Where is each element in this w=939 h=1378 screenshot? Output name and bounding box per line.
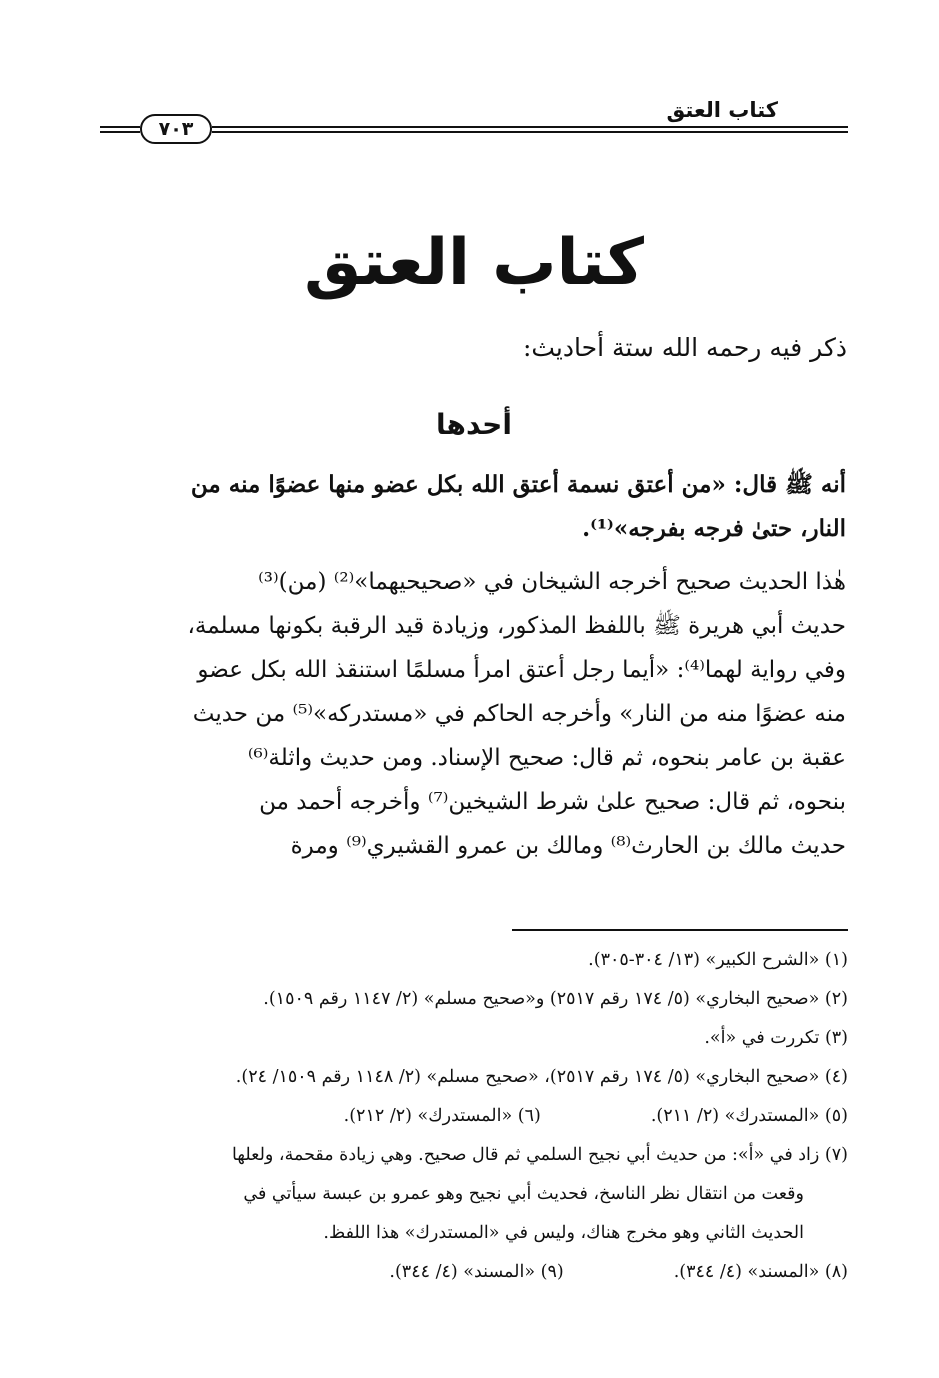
footnote: (٢) «صحيح البخاري» (٥/ ١٧٤ رقم ٢٥١٧) و«صحيح مسلم» (٢/ ١١٤٧ رقم ١٥٠٩). <box>263 989 848 1009</box>
footnote: (١) «الشرح الكبير» (١٣/ ٣٠٤-٣٠٥). <box>588 950 848 970</box>
commentary-line: منه عضوًا منه من النار» وأخرجه الحاكم في «مستدركه»⁽⁵⁾ من حديث <box>192 701 846 727</box>
footnote-row <box>102 1253 848 1292</box>
commentary-line: حديث مالك بن الحارث⁽⁸⁾ ومالك بن عمرو القشيري⁽⁹⁾ ومرة <box>290 833 846 859</box>
chapter-title: كتاب العتق <box>304 226 644 300</box>
footnote-separator <box>512 929 848 931</box>
footnote: (٤) «صحيح البخاري» (٥/ ١٧٤ رقم ٢٥١٧)، «صحيح مسلم» (٢/ ١١٤٨ رقم ١٥٠٩/ ٢٤). <box>235 1067 848 1087</box>
footnote-row <box>102 1097 848 1136</box>
footnote: (٦) «المستدرك» (٢/ ٢١٢). <box>343 1106 541 1126</box>
commentary-line: وفي رواية لهما⁽⁴⁾: «أيما رجل أعتق امرأ مسلمًا استنقذ الله بكل عضو <box>197 657 846 683</box>
footnote: (٥) «المستدرك» (٢/ ٢١١). <box>650 1106 848 1126</box>
hadith-line: أنه ﷺ قال: «من أعتق نسمة أعتق الله بكل عضو منها عضوًا منه من <box>190 471 846 498</box>
commentary-line: هٰذا الحديث صحيح أخرجه الشيخان في «صحيحيهما»⁽²⁾ (من)⁽³⁾ <box>258 569 846 595</box>
footnote-continuation: وقعت من انتقال نظر الناسخ، فحديث أبي نجيح وهو عمرو بن عبسة سيأتي في <box>243 1184 804 1204</box>
commentary-line: عقبة بن عامر بنحوه، ثم قال: صحيح الإسناد. ومن حديث واثلة⁽⁶⁾ <box>247 745 846 771</box>
commentary-line: بنحوه، ثم قال: صحيح علىٰ شرط الشيخين⁽⁷⁾ وأخرجه أحمد من <box>259 789 846 815</box>
section-heading: أحدها <box>436 408 512 441</box>
footnote-continuation: الحديث الثاني وهو مخرج هناك، وليس في «المستدرك» هذا اللفظ. <box>323 1223 804 1243</box>
footnotes <box>102 941 848 1292</box>
footnote: (٨) «المسند» (٤/ ٣٤٤). <box>673 1262 848 1282</box>
hadith-line: النار، حتىٰ فرجه بفرجه»⁽¹⁾. <box>582 515 846 542</box>
header-rule <box>212 126 848 128</box>
footnote: (٣) تكررت في «أ». <box>704 1028 848 1048</box>
page-number: ٧٠٣ <box>140 114 212 144</box>
hadith-text <box>102 463 846 551</box>
commentary-line: حديث أبي هريرة ﷺ باللفظ المذكور، وزيادة قيد الرقبة بكونها مسلمة، <box>187 613 846 639</box>
header-rule <box>212 131 848 133</box>
running-header <box>100 96 848 146</box>
intro-text: ذكر فيه رحمه الله ستة أحاديث: <box>522 333 847 362</box>
running-title: كتاب العتق <box>666 98 778 122</box>
commentary-text <box>102 560 846 868</box>
footnote: (٩) «المسند» (٤/ ٣٤٤). <box>389 1262 564 1282</box>
footnote: (٧) زاد في «أ»: من حديث أبي نجيح السلمي ثم قال صحيح. وهي زيادة مقحمة، ولعلها <box>231 1145 848 1165</box>
header-rule <box>100 131 140 133</box>
header-rule <box>100 126 140 128</box>
